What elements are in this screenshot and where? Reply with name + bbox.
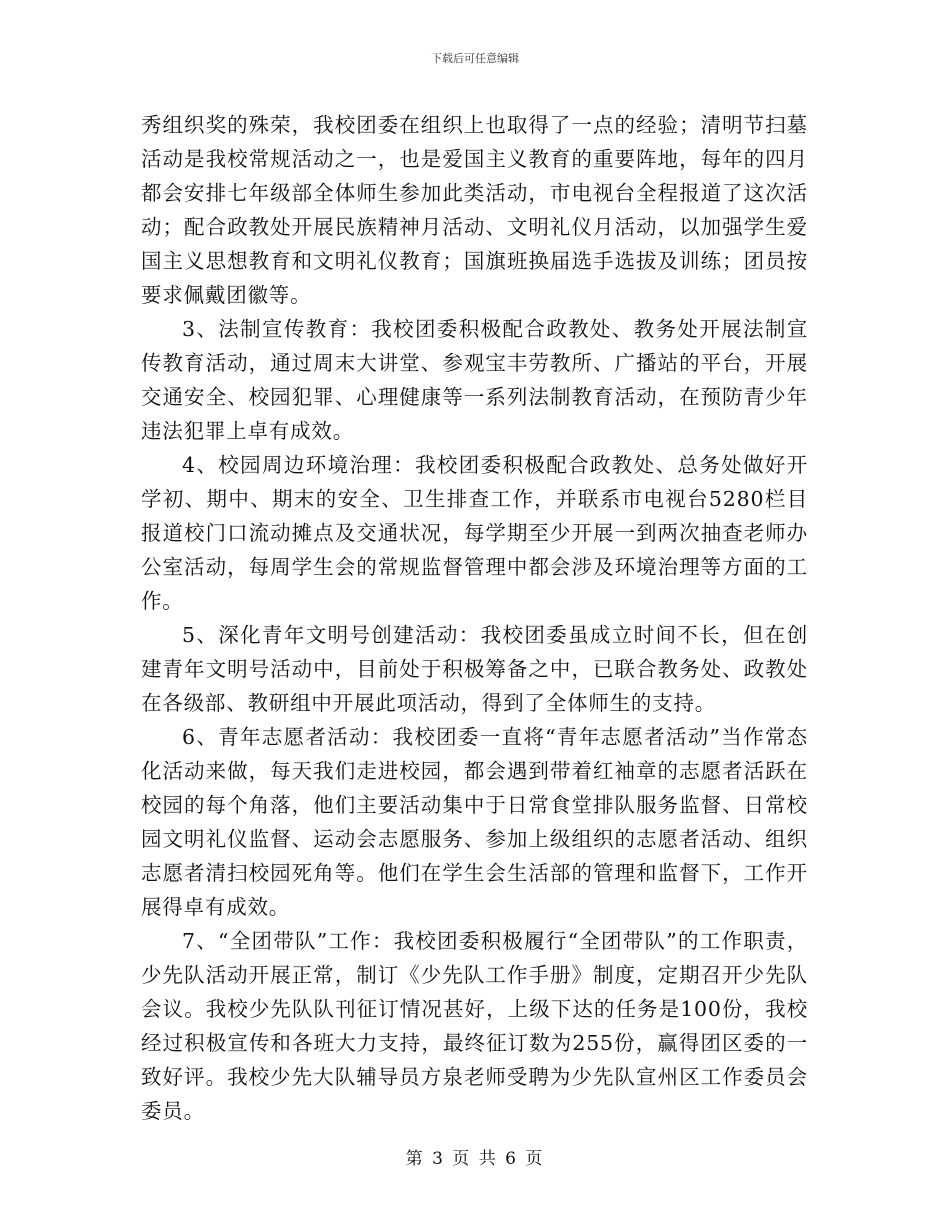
paragraph-continuation: 秀组织奖的殊荣，我校团委在组织上也取得了一点的经验；清明节扫墓活动是我校常规活动之一，也是爱国主义教育的重要阵地，每年的四月都会安排七年级部全体师生参加此类活动，市电视台全程报道了这次活动；配合政教处开展民族精神月活动、文明礼仪月活动，以加强学生爱国主义思想教育和文明礼仪教育；国旗班换届选手选拔及训练；团员按要求佩戴团徽等。 xyxy=(141,113,808,307)
paragraph-campus-environment: 4、校园周边环境治理：我校团委积极配合政教处、总务处做好开学初、期中、期末的安全、卫生排查工作，并联系市电视台5280栏目报道校门口流动摊点及交通状况，每学期至少开展一到两次抽查老师办公室活动，每周学生会的常规监督管理中都会涉及环境治理等方面的工作。 xyxy=(141,453,808,613)
page-header-note: 下载后可任意编辑 xyxy=(431,52,519,65)
paragraph-young-pioneers: 7、“全团带队”工作：我校团委积极履行“全团带队”的工作职责，少先队活动开展正常，制订《少先队工作手册》制度，定期召开少先队会议。我校少先队队刊征订情况甚好，上级下达的任务是100份，我校经过积极宣传和各班大力支持，最终征订数为255份，赢得团区委的一致好评。我校少先大队辅导员方泉老师受聘为少先队宣州区工作委员会委员。 xyxy=(141,929,808,1123)
paragraph-youth-civilization: 5、深化青年文明号创建活动：我校团委虽成立时间不长，但在创建青年文明号活动中，目前处于积极筹备之中，已联合教务处、政教处在各级部、教研组中开展此项活动，得到了全体师生的支持。 xyxy=(141,623,808,715)
paragraph-volunteer-activity: 6、青年志愿者活动：我校团委一直将“青年志愿者活动”当作常态化活动来做，每天我们走进校园，都会遇到带着红袖章的志愿者活跃在校园的每个角落，他们主要活动集中于日常食堂排队服务监督、日常校园文明礼仪监督、运动会志愿服务、参加上级组织的志愿者活动、组织志愿者清扫校园死角等。他们在学生会生活部的管理和监督下，工作开展得卓有成效。 xyxy=(141,725,808,919)
page-number-footer: 第 3 页 共 6 页 xyxy=(405,1149,545,1169)
document-body xyxy=(141,108,808,1128)
paragraph-legal-education: 3、法制宣传教育：我校团委积极配合政教处、教务处开展法制宣传教育活动，通过周末大讲堂、参观宝丰劳教所、广播站的平台，开展交通安全、校园犯罪、心理健康等一系列法制教育活动，在预防青少年违法犯罪上卓有成效。 xyxy=(141,317,808,443)
